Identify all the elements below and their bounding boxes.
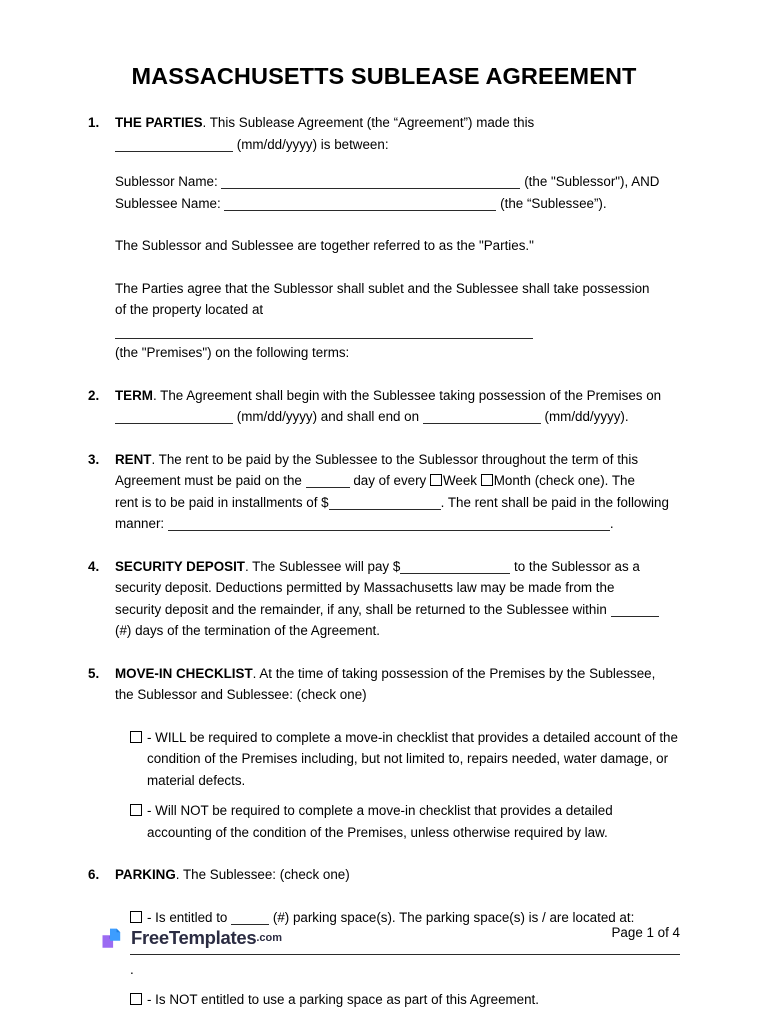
clause-heading: TERM	[115, 387, 153, 403]
premises-line-3: (the "Premises") on the following terms:	[115, 345, 350, 360]
move-in-option-will[interactable]	[130, 727, 680, 792]
clause-term	[88, 385, 680, 428]
sublessor-name-blank[interactable]	[221, 176, 520, 189]
security-deposit-days-blank[interactable]	[611, 604, 659, 617]
parking-entitled-label-b: (#) parking space(s). The parking space(s) is / are located at:	[272, 909, 635, 925]
page-footer	[0, 921, 768, 955]
clause-body	[115, 663, 680, 706]
premises-address-blank[interactable]	[115, 326, 533, 339]
term-start-date-blank[interactable]	[115, 411, 233, 424]
clause-text: . The Sublessee: (check one)	[175, 867, 350, 882]
party-name-fields	[88, 171, 680, 214]
clause-heading: MOVE-IN CHECKLIST	[115, 665, 253, 681]
clause-number: 1.	[88, 115, 100, 130]
page-title: MASSACHUSETTS SUBLEASE AGREEMENT	[131, 63, 637, 89]
move-in-check-one-hint: the Sublessor and Sublessee: (check one)	[115, 687, 367, 702]
document-body	[88, 112, 680, 1011]
clause-move-in-checklist	[88, 663, 680, 706]
parties-note: The Sublessor and Sublessee are together referred to as the "Parties."	[115, 238, 534, 253]
rent-week-label: Week	[443, 473, 477, 488]
checkbox-move-in-will-not[interactable]	[130, 804, 142, 816]
security-deposit-text-c: security deposit. Deductions permitted by Massachusetts law may be made from the	[115, 580, 615, 595]
clause-the-parties	[88, 112, 680, 155]
security-deposit-text-b: to the Sublessor as a	[514, 558, 640, 574]
rent-month-label: Month	[493, 473, 531, 488]
clause-text: . The Sublessee will pay $	[244, 558, 401, 574]
logo-tld: .com	[256, 932, 282, 944]
clause-parking	[88, 864, 680, 886]
sublessor-name-label: Sublessor Name:	[115, 174, 218, 189]
premises-line-2	[115, 299, 680, 342]
rent-check-one-hint: (check one). The	[534, 473, 635, 488]
rent-installment-label: rent is to be paid in installments of $	[115, 494, 329, 510]
sublessor-name-row	[115, 171, 680, 193]
rent-manner-label: manner:	[115, 516, 165, 531]
clause-number: 2.	[88, 387, 100, 403]
premises-line-1: The Parties agree that the Sublessor shall sublet and the Sublessee shall take possession	[115, 280, 650, 296]
checkbox-rent-month[interactable]	[481, 474, 493, 486]
rent-every-label: day of every	[353, 473, 427, 488]
freetemplates-logo[interactable]	[101, 921, 282, 955]
checkbox-move-in-will[interactable]	[130, 731, 142, 743]
term-end-hint: (mm/dd/yyyy).	[544, 409, 629, 424]
clause-body	[115, 112, 680, 155]
clause-heading: THE PARTIES	[115, 115, 203, 130]
logo-wordmark: FreeTemplates	[131, 927, 257, 948]
rent-manner-blank[interactable]	[168, 518, 610, 531]
clause-security-deposit	[88, 556, 680, 642]
security-deposit-text-d: security deposit and the remainder, if any, shall be returned to the Sublessee within	[115, 601, 607, 617]
clause-heading: PARKING	[115, 867, 176, 882]
move-in-option-will-not[interactable]	[130, 800, 680, 843]
rent-installment-blank[interactable]	[329, 497, 441, 510]
clause-text: . The rent to be paid by the Sublessee to the Sublessor throughout the term of this	[151, 451, 639, 467]
security-deposit-text-e: (#) days of the termination of the Agreement.	[115, 623, 380, 638]
rent-day-label: Agreement must be paid on the	[115, 473, 302, 488]
clause-text: . At the time of taking possession of the Premises by the Sublessee,	[252, 665, 656, 681]
clause-heading: SECURITY DEPOSIT	[115, 558, 245, 574]
move-in-option-label: - Will NOT be required to complete a move-in checklist that provides a detailed accounting of the condition of the Premises, unless otherwise required by law.	[147, 803, 613, 840]
premises-located-label: of the property located at	[115, 302, 264, 317]
clause-number: 3.	[88, 451, 100, 467]
rent-manner-period: .	[609, 516, 614, 531]
security-deposit-amount-blank[interactable]	[400, 561, 510, 574]
clause-body	[115, 864, 680, 886]
date-format-hint: (mm/dd/yyyy) is between:	[236, 136, 389, 152]
checkbox-rent-week[interactable]	[430, 474, 442, 486]
term-end-date-blank[interactable]	[423, 411, 541, 424]
sublessee-name-blank[interactable]	[224, 198, 496, 211]
clause-rent	[88, 449, 680, 535]
documents-logo-icon	[101, 927, 124, 950]
clause-body	[115, 385, 680, 428]
premises-paragraph	[88, 278, 680, 364]
agreement-date-blank[interactable]	[115, 139, 233, 152]
clause-heading: RENT	[115, 451, 152, 467]
term-start-hint: (mm/dd/yyyy) and shall end on	[236, 409, 420, 424]
clause-number: 5.	[88, 665, 100, 681]
page-number: Page 1 of 4	[611, 925, 680, 940]
sublessor-name-suffix: (the "Sublessor"), AND	[524, 174, 660, 189]
sublessee-name-suffix: (the “Sublessee”).	[500, 195, 607, 211]
clause-body	[115, 556, 680, 642]
rent-manner-lead: . The rent shall be paid in the following	[440, 494, 669, 510]
sublessee-name-label: Sublessee Name:	[115, 195, 221, 211]
move-in-options	[88, 727, 680, 844]
clause-text: . The Agreement shall begin with the Sublessee taking possession of the Premises on	[152, 387, 662, 403]
rent-day-blank[interactable]	[306, 475, 350, 488]
parking-location-period: .	[130, 961, 134, 977]
clause-number: 4.	[88, 558, 100, 574]
parking-option-not-entitled[interactable]	[130, 989, 680, 1011]
move-in-option-label: - WILL be required to complete a move-in checklist that provides a detailed account of the condition of the Premises including, but not limited to, repairs needed, water damage, or material defects.	[147, 729, 678, 788]
checkbox-parking-not-entitled[interactable]	[130, 993, 142, 1005]
sublessee-name-row	[115, 193, 680, 215]
parking-not-entitled-label: - Is NOT entitled to use a parking space as part of this Agreement.	[147, 992, 540, 1007]
parking-entitled-label-a: - Is entitled to	[147, 909, 228, 925]
clause-number: 6.	[88, 867, 100, 882]
clause-text: . This Sublease Agreement (the “Agreement”) made this	[202, 115, 535, 130]
clause-body	[115, 449, 680, 535]
